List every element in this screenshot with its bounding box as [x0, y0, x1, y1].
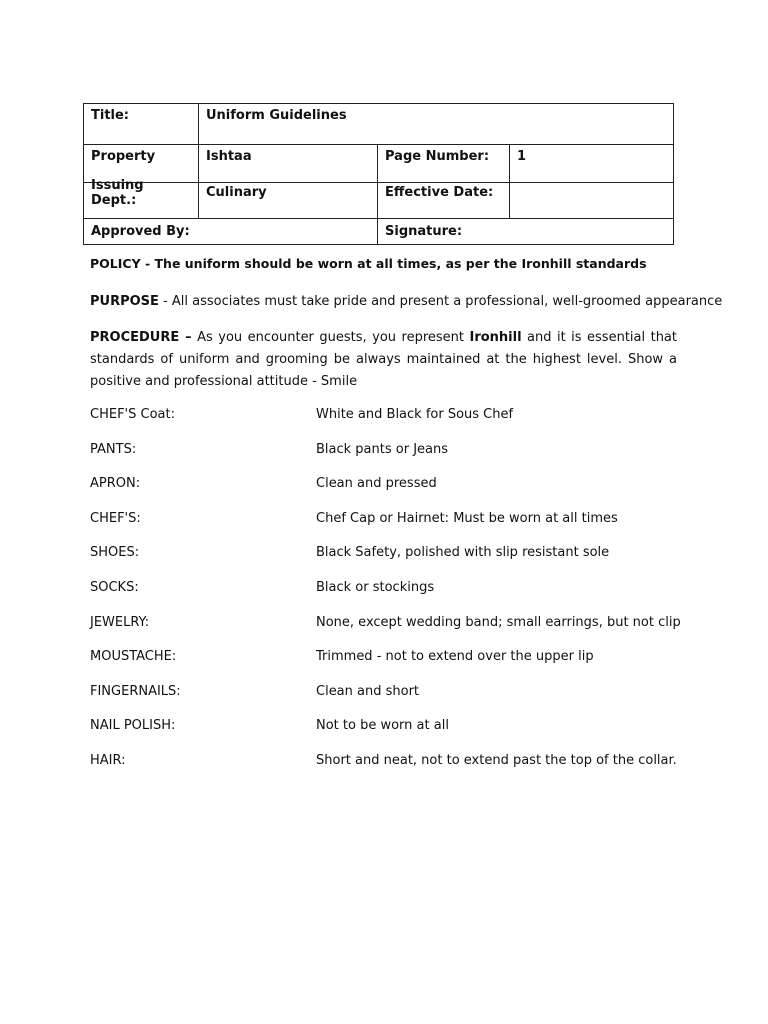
item-value: Chef Cap or Hairnet: Must be worn at all times: [316, 510, 618, 526]
item-label: JEWELRY:: [90, 614, 150, 630]
item-label: CHEF'S Coat:: [90, 407, 175, 422]
issuing-dept-label-cell: [84, 177, 199, 219]
item-label: FINGERNAILS:: [90, 683, 181, 699]
list-item: [90, 543, 690, 578]
purpose-text: - All associates must take pride and present a professional, well-groomed appearance: [158, 294, 723, 309]
issuing-dept-value-cell: [199, 183, 378, 219]
page-number-label-cell: [378, 145, 510, 183]
header-row-approval: [84, 219, 674, 245]
procedure-text-before: As you encounter guests, you represent: [191, 330, 470, 345]
item-label: SOCKS:: [90, 579, 139, 595]
item-value: Black Safety, polished with slip resistant sole: [316, 545, 610, 561]
property-value: Ishtaa: [206, 149, 252, 164]
property-label-cell: [84, 145, 199, 183]
item-label: APRON:: [90, 476, 141, 492]
property-label: Property: [91, 149, 156, 164]
item-label: HAIR:: [90, 752, 126, 768]
purpose-label: PURPOSE: [90, 294, 159, 309]
list-item: [90, 405, 690, 440]
header-row-dept: [84, 183, 674, 219]
property-value-cell: [199, 145, 378, 183]
title-label: Title:: [84, 104, 199, 145]
procedure-label: PROCEDURE –: [90, 330, 192, 345]
policy-statement: POLICY - The uniform should be worn at all times, as per the Ironhill standards: [90, 256, 647, 271]
item-value: Clean and pressed: [316, 476, 437, 492]
item-label: CHEF'S:: [90, 510, 141, 526]
item-label: PANTS:: [90, 441, 137, 457]
header-row-property: [84, 145, 674, 183]
item-label: SHOES:: [90, 545, 140, 561]
issuing-dept-label: Issuing Dept.:: [91, 177, 144, 208]
item-value: Clean and short: [316, 683, 420, 699]
item-value: Not to be worn at all: [316, 718, 449, 734]
effective-date-label-cell: [378, 183, 510, 219]
issuing-dept-value: Culinary: [206, 185, 267, 200]
list-item: [90, 613, 690, 648]
list-item: [90, 682, 690, 717]
list-item: [90, 716, 690, 751]
item-value: Trimmed - not to extend over the upper lip: [316, 649, 594, 665]
item-label: MOUSTACHE:: [90, 649, 177, 665]
item-label: NAIL POLISH:: [90, 718, 176, 734]
page-number-value: 1: [517, 149, 527, 164]
page-number-label: Page Number:: [385, 149, 490, 164]
procedure-text-after: and it is essential that standards of uniform and grooming be always maintained at the highest level. Show a positive and professional attitude - Smile: [90, 330, 677, 389]
item-value: White and Black for Sous Chef: [316, 407, 514, 422]
header-row-title: [84, 104, 674, 145]
list-item: [90, 751, 690, 786]
purpose-statement: [90, 294, 723, 309]
list-item: [90, 509, 690, 544]
item-value: Short and neat, not to extend past the top of the collar.: [316, 752, 677, 768]
procedure-brand: Ironhill: [469, 330, 522, 345]
procedure-statement: [90, 327, 677, 393]
list-item: [90, 647, 690, 682]
page-number-value-cell: [510, 145, 674, 183]
title-value: Uniform Guidelines: [199, 104, 674, 145]
item-value: Black or stockings: [316, 579, 435, 595]
list-item: [90, 578, 690, 613]
document-header-table: [83, 103, 674, 245]
effective-date-label: Effective Date:: [385, 185, 494, 200]
uniform-items-list: [90, 405, 690, 786]
signature-label: Signature:: [378, 219, 674, 245]
item-value: Black pants or Jeans: [316, 441, 449, 457]
list-item: [90, 474, 690, 509]
list-item: [90, 440, 690, 475]
item-value: None, except wedding band; small earrings, but not clip: [316, 614, 681, 630]
effective-date-value-cell: [510, 183, 674, 219]
approved-by-label: Approved By:: [84, 219, 378, 245]
